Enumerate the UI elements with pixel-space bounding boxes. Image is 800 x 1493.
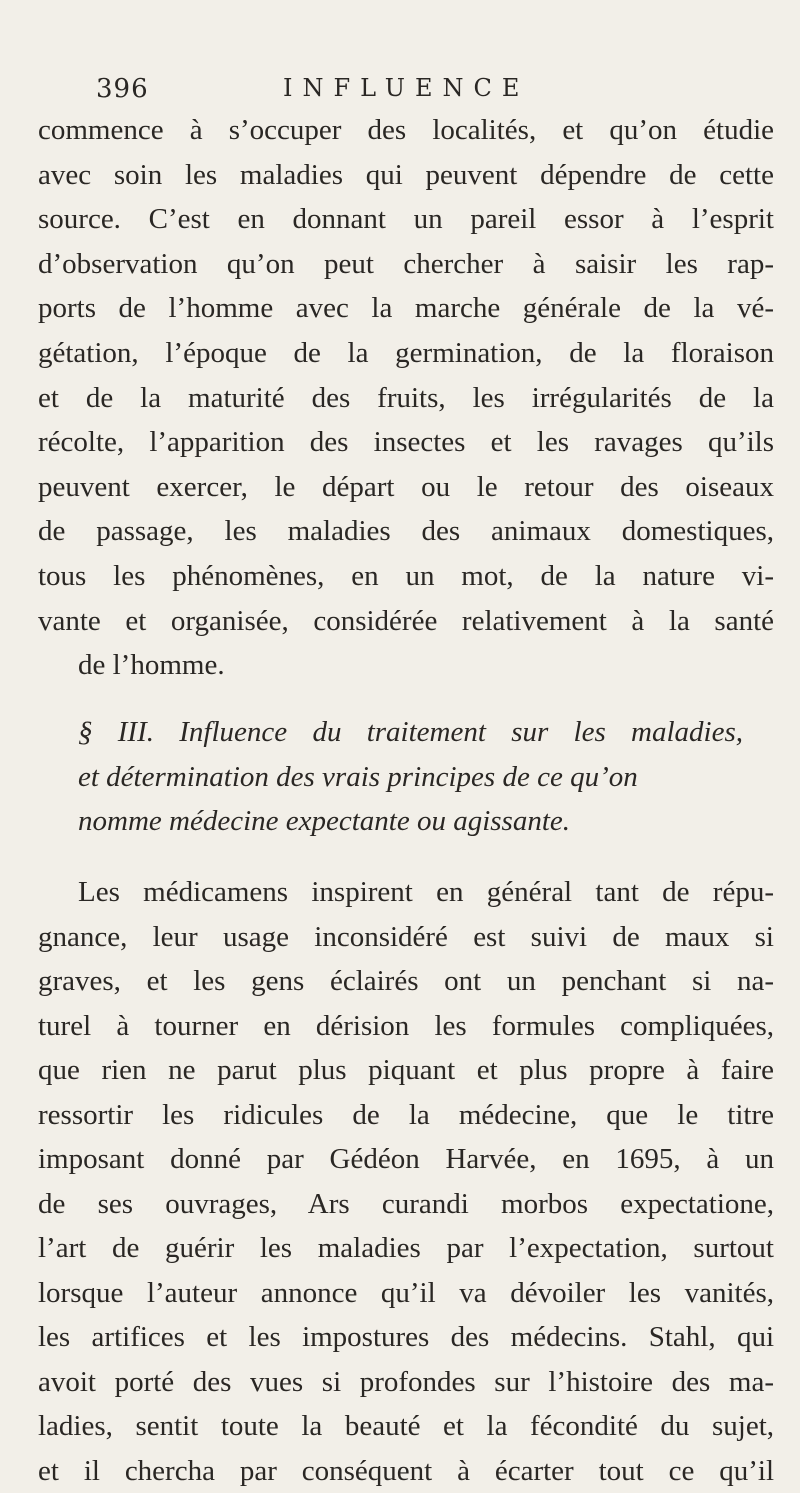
text-line: l’art de guérir les maladies par l’expectation, surtout [38,1232,774,1265]
text-line: gnance, leur usage inconsidéré est suivi de maux si [38,920,774,953]
text-line: Les médicamens inspirent en général tant de répu- [78,876,774,909]
text-line: et de la maturité des fruits, les irrégularités de la [38,381,774,414]
paragraph [38,870,774,1493]
text-line: peuvent exercer, le départ ou le retour des oiseaux [38,470,774,503]
text-line: avoit porté des vues si profondes sur l’histoire des ma- [38,1365,774,1398]
text-line: tous les phénomènes, en un mot, de la nature vi- [38,559,774,592]
text-line: de l’homme. [78,649,225,682]
page-number: 396 [96,74,149,104]
text-line: commence à s’occuper des localités, et qu’on étudie [38,114,774,146]
text-line: les artifices et les impostures des médecins. Stahl, qui [38,1321,774,1354]
text-line: avec soin les maladies qui peuvent dépendre de cette [38,158,774,191]
text-line: ressortir les ridicules de la médecine, que le titre [38,1098,774,1131]
section-heading-line: et détermination des vrais principes de ce qu’on [78,760,638,793]
running-title: INFLUENCE [283,74,530,102]
text-line: source. C’est en donnant un pareil essor à l’esprit [38,203,774,236]
text-line: et il chercha par conséquent à écarter tout ce qu’il [38,1454,774,1487]
text-line: turel à tourner en dérision les formules compliquées, [38,1009,774,1042]
text-line: imposant donné par Gédéon Harvée, en 1695, à un [38,1143,774,1176]
text-line: vante et organisée, considérée relativement à la santé [38,604,774,637]
text-line: ports de l’homme avec la marche générale de la vé- [38,292,774,325]
text-line: de passage, les maladies des animaux domestiques, [38,515,774,548]
text-line: lorsque l’auteur annonce qu’il va dévoiler les vanités, [38,1276,774,1309]
running-head [38,64,774,108]
text-line: d’observation qu’on peut chercher à saisir les rap- [38,247,774,280]
text-line: de ses ouvrages, Ars curandi morbos expectatione, [38,1187,774,1220]
text-line: que rien ne parut plus piquant et plus propre à faire [38,1054,774,1087]
text-line: gétation, l’époque de la germination, de la floraison [38,336,774,369]
section-heading [38,710,774,844]
text-line: ladies, sentit toute la beauté et la fécondité du sujet, [38,1410,774,1443]
section-heading-line: § III. Influence du traitement sur les maladies, [78,715,743,748]
section-heading-line: nomme médecine expectante ou agissante. [78,805,571,838]
text-line: récolte, l’apparition des insectes et les ravages qu’ils [38,426,774,459]
text-line: graves, et les gens éclairés ont un penchant si na- [38,965,774,998]
paragraph-continued [38,108,774,688]
